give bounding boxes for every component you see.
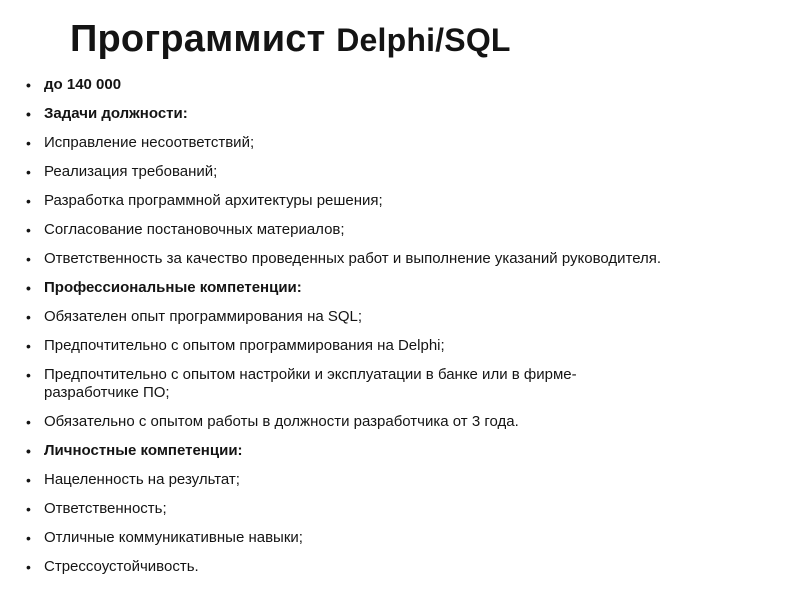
bullet-icon: • bbox=[26, 414, 31, 430]
list-item bbox=[24, 413, 664, 431]
list-item bbox=[24, 250, 664, 268]
section-heading-item bbox=[24, 442, 664, 460]
bullet-icon: • bbox=[26, 501, 31, 517]
list-item-text: Нацеленность на результат; bbox=[44, 471, 240, 488]
list-item-text: Предпочтительно с опытом программирования на Delphi; bbox=[44, 337, 445, 354]
list-item-text: Согласование постановочных материалов; bbox=[44, 221, 345, 238]
list-item-text: Обязателен опыт программирования на SQL; bbox=[44, 308, 363, 325]
bullet-icon: • bbox=[26, 530, 31, 546]
section-heading-item bbox=[24, 76, 664, 94]
title-sub: Delphi/SQL bbox=[336, 22, 511, 58]
list-item-text: Реализация требований; bbox=[44, 163, 218, 180]
list-item-text: Стрессоустойчивость. bbox=[44, 558, 199, 575]
list-item bbox=[24, 471, 664, 489]
list-item bbox=[24, 558, 664, 576]
bullet-icon: • bbox=[26, 443, 31, 459]
list-item-text: Личностные компетенции: bbox=[44, 442, 243, 459]
bullet-icon: • bbox=[26, 222, 31, 238]
bullet-icon: • bbox=[26, 135, 31, 151]
list-item bbox=[24, 221, 664, 239]
list-item-text: Задачи должности: bbox=[44, 105, 188, 122]
list-item-text: Разработка программной архитектуры решения; bbox=[44, 192, 383, 209]
list-item-text: Обязательно с опытом работы в должности разработчика от 3 года. bbox=[44, 413, 519, 430]
bullet-list bbox=[24, 76, 664, 587]
list-item bbox=[24, 308, 664, 326]
list-item bbox=[24, 500, 664, 518]
bullet-icon: • bbox=[26, 367, 31, 383]
bullet-icon: • bbox=[26, 106, 31, 122]
bullet-icon: • bbox=[26, 193, 31, 209]
list-item-text: Ответственность; bbox=[44, 500, 167, 517]
list-item-text: Профессиональные компетенции: bbox=[44, 279, 302, 296]
bullet-icon: • bbox=[26, 472, 31, 488]
section-heading-item bbox=[24, 279, 664, 297]
list-item-text: Предпочтительно с опытом настройки и эксплуатации в банке или в фирме-разработчике ПО; bbox=[44, 366, 577, 401]
section-heading-item bbox=[24, 105, 664, 123]
bullet-icon: • bbox=[26, 338, 31, 354]
list-item-text: до 140 000 bbox=[44, 76, 122, 93]
title-main: Программист bbox=[70, 18, 326, 60]
bullet-icon: • bbox=[26, 309, 31, 325]
list-item-text: Отличные коммуникативные навыки; bbox=[44, 529, 303, 546]
list-item bbox=[24, 337, 664, 355]
list-item-text: Исправление несоответствий; bbox=[44, 134, 255, 151]
bullet-icon: • bbox=[26, 280, 31, 296]
bullet-icon: • bbox=[26, 164, 31, 180]
list-item-text: Ответственность за качество проведенных работ и выполнение указаний руководителя. bbox=[44, 250, 662, 267]
list-item bbox=[24, 529, 664, 547]
bullet-icon: • bbox=[26, 77, 31, 93]
list-item bbox=[24, 366, 664, 402]
list-item bbox=[24, 163, 664, 181]
bullet-icon: • bbox=[26, 251, 31, 267]
slide-title bbox=[70, 18, 511, 61]
bullet-icon: • bbox=[26, 559, 31, 575]
list-item bbox=[24, 134, 664, 152]
list-item bbox=[24, 192, 664, 210]
